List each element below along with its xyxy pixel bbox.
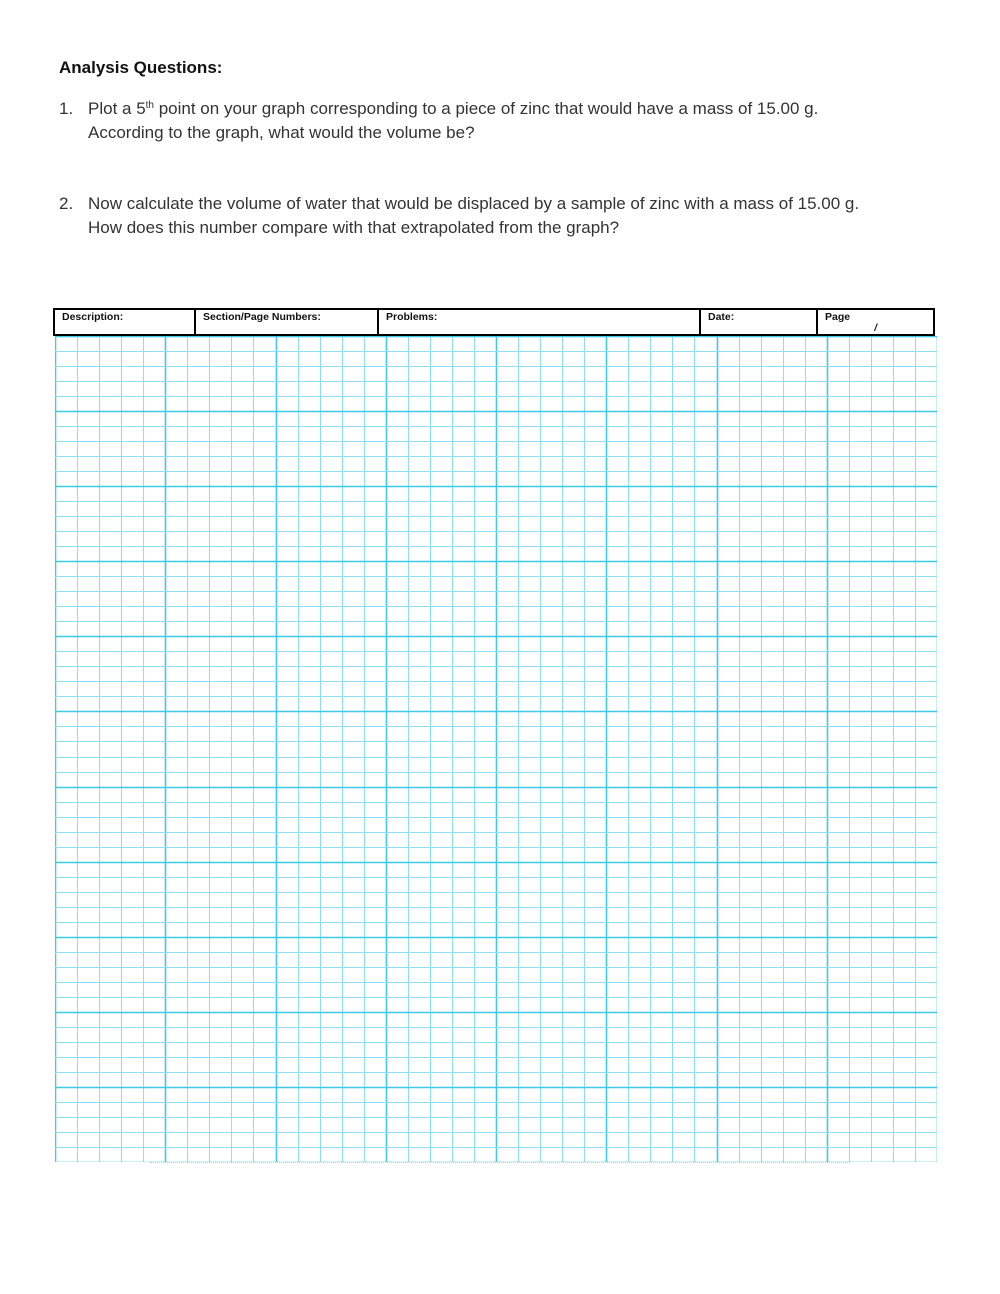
question-1-text-part: point on your graph corresponding to a piece of zinc that would have a mass of 15.00 g. [154,99,819,118]
question-2-line-1: Now calculate the volume of water that would be displaced by a sample of zinc with a mass of 15.00 g. [88,194,860,213]
question-1-number: 1. [59,99,74,118]
graph-sheet-header [53,308,935,336]
date-label: Date: [708,311,735,323]
page-mark: / [874,323,877,334]
question-1-line-1 [88,97,948,121]
section-page-numbers-label: Section/Page Numbers: [203,311,321,323]
question-1-text-part: Plot a 5 [88,99,146,118]
page-field[interactable] [818,310,933,334]
question-1-line-2: According to the graph, what would the volume be? [88,123,475,142]
question-1 [59,97,939,145]
problems-field[interactable] [379,310,701,334]
problems-label: Problems: [386,311,438,323]
page-label: Page [825,311,851,323]
question-2-line-2: How does this number compare with that extrapolated from the graph? [88,218,620,237]
ordinal-suffix: th [145,100,154,111]
section-page-numbers-field[interactable] [196,310,379,334]
question-2 [59,192,939,240]
question-2-number: 2. [59,194,74,213]
analysis-heading: Analysis Questions: [59,58,223,77]
footer-divider [150,1162,850,1167]
description-field[interactable] [55,310,196,334]
question-2-text [88,192,948,240]
date-field[interactable] [701,310,818,334]
question-1-text [88,97,948,145]
description-label: Description: [62,311,124,323]
graph-paper-grid[interactable] [55,336,937,1162]
